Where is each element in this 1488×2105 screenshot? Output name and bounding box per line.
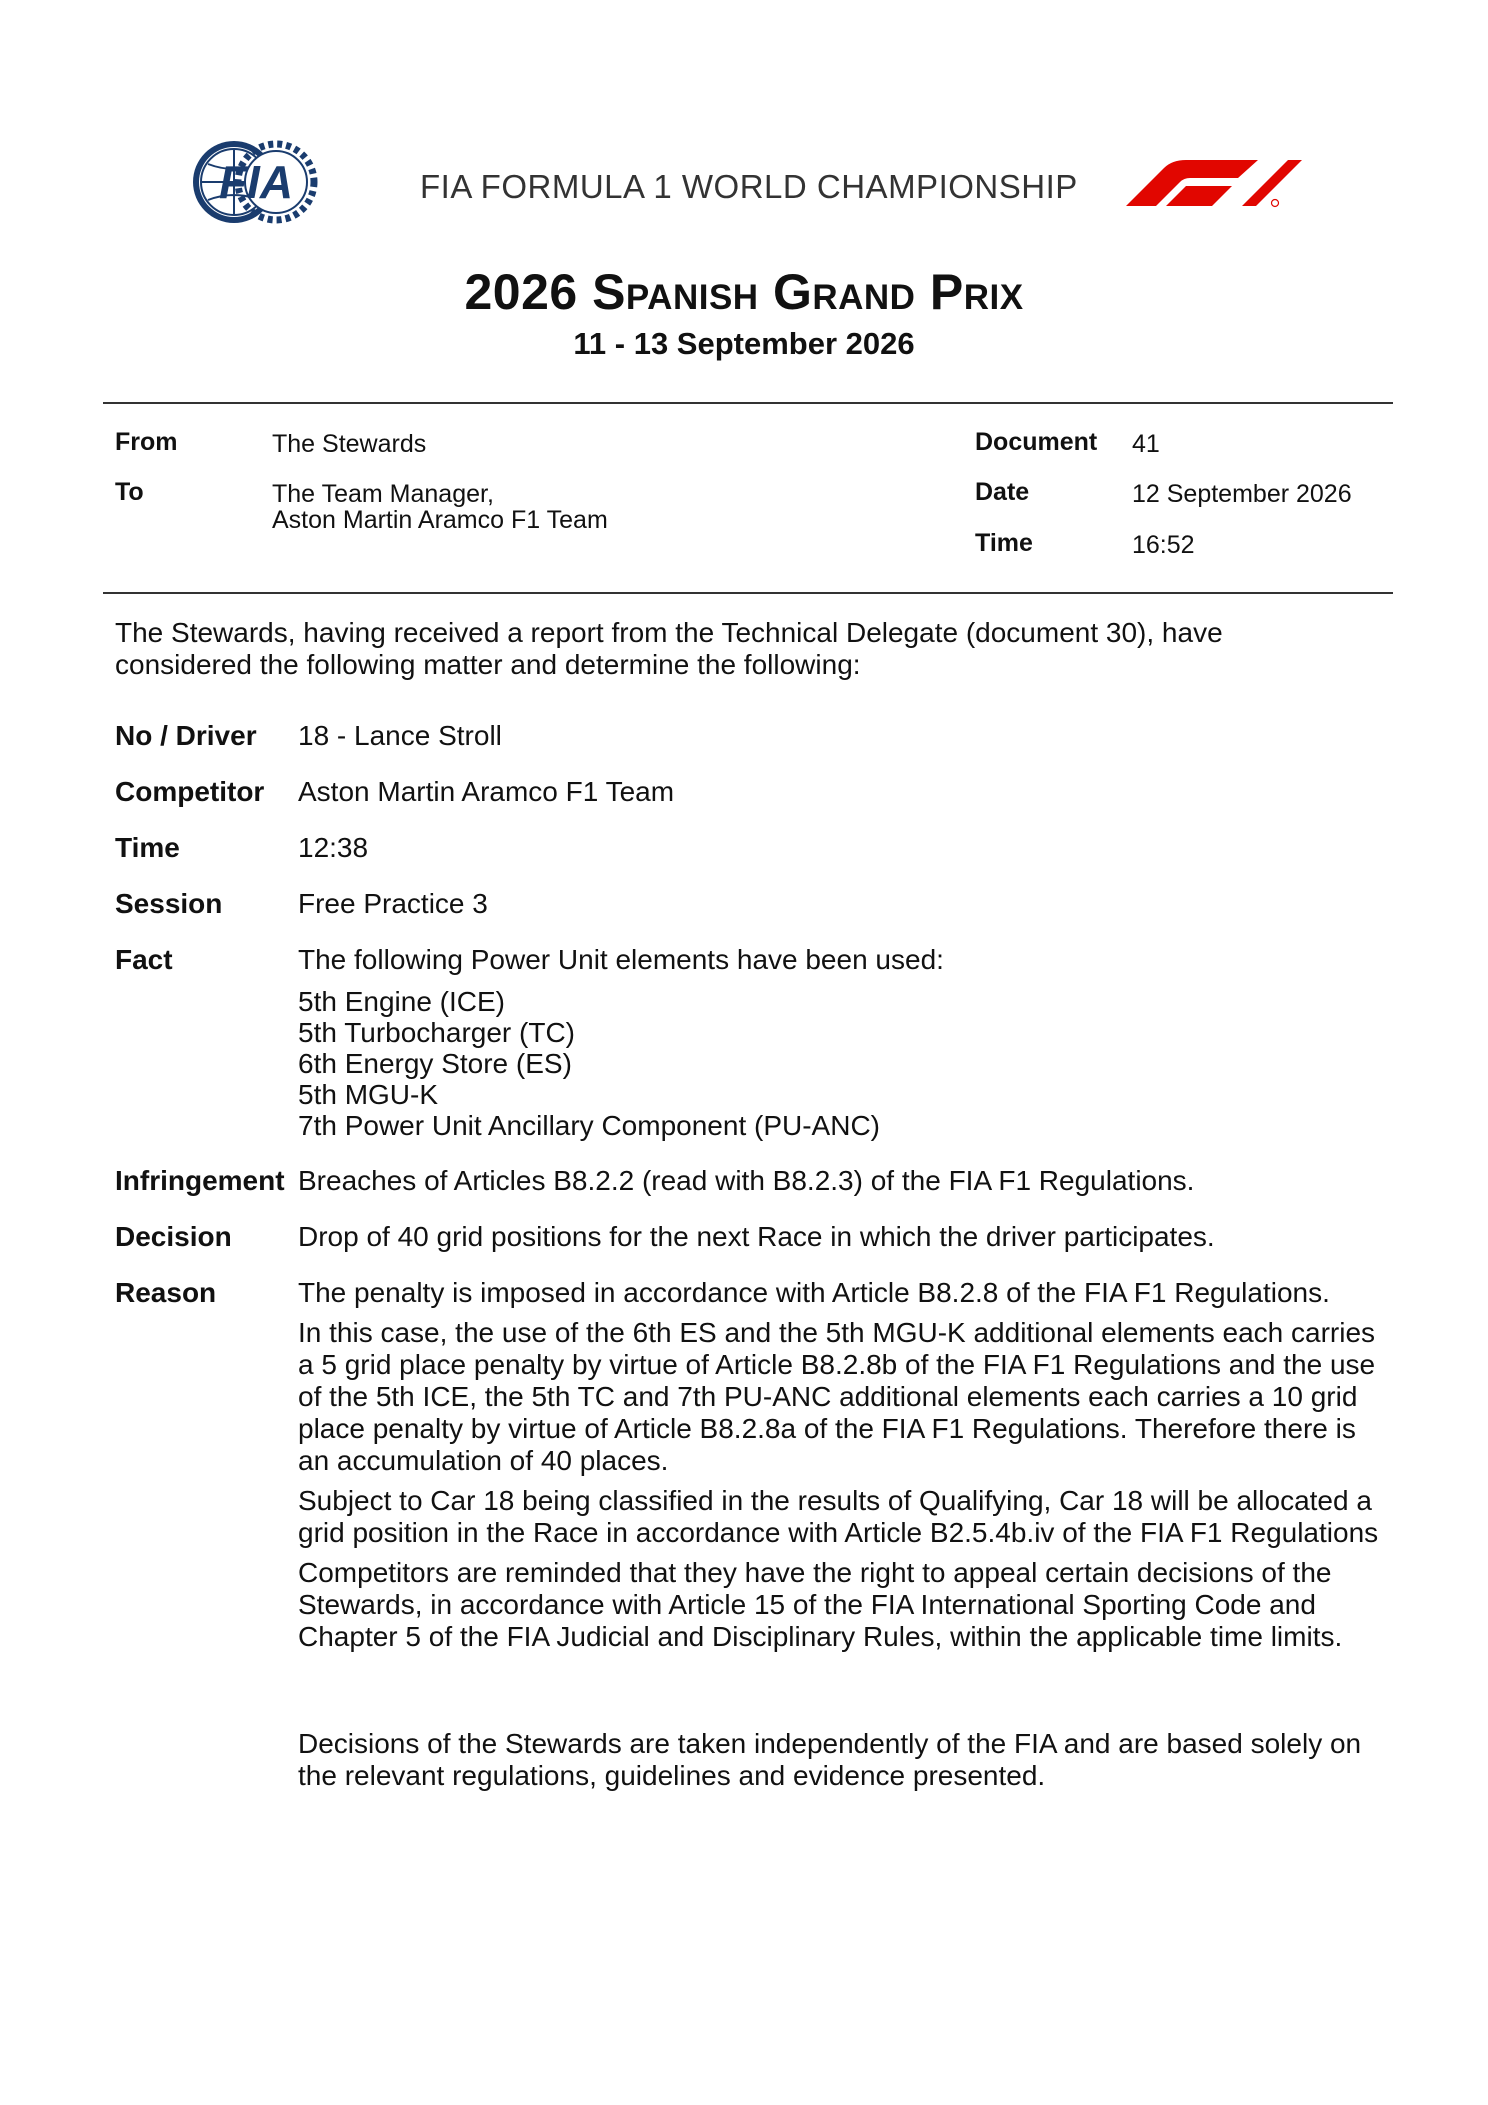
infringement-label: Infringement bbox=[115, 1165, 285, 1196]
row-reason bbox=[115, 1277, 1385, 1661]
session-value: Free Practice 3 bbox=[298, 888, 488, 919]
list-item: 5th Turbocharger (TC) bbox=[298, 1017, 575, 1048]
competitor-label: Competitor bbox=[115, 776, 265, 807]
championship-title: FIA FORMULA 1 WORLD CHAMPIONSHIP bbox=[420, 168, 1078, 205]
list-item: 5th MGU-K bbox=[298, 1079, 439, 1110]
fact-value bbox=[298, 944, 1385, 1141]
row-time bbox=[115, 832, 1385, 864]
time-label: Time bbox=[975, 529, 1033, 557]
to-label: To bbox=[115, 478, 144, 506]
bottom-divider bbox=[103, 592, 1393, 594]
to-line-2: Aston Martin Aramco F1 Team bbox=[272, 506, 608, 534]
row-decision bbox=[115, 1221, 1385, 1253]
document-label: Document bbox=[975, 428, 1098, 456]
date-label: Date bbox=[975, 478, 1030, 506]
fact-label: Fact bbox=[115, 944, 173, 975]
row-competitor bbox=[115, 776, 1385, 808]
memo-meta bbox=[115, 425, 1385, 575]
intro-paragraph: The Stewards, having received a report from the Technical Delegate (document 30), have considered the following matter and determine the following: bbox=[115, 617, 1223, 680]
document-value: 41 bbox=[1132, 430, 1160, 458]
list-item: 6th Energy Store (ES) bbox=[298, 1048, 572, 1079]
time-value: 16:52 bbox=[1132, 531, 1195, 559]
fact-list bbox=[298, 986, 1385, 1141]
event-title: 2026 Spanish Grand Prix bbox=[464, 264, 1024, 320]
reason-paragraph: Competitors are reminded that they have the right to appeal certain decisions of the Stewards, in accordance with Article 15 of the FIA International Sporting Code and Chapter 5 of the FIA Judicial and Disciplinary Rules, within the applicable time limits. bbox=[298, 1557, 1343, 1652]
top-divider bbox=[103, 402, 1393, 404]
date-value: 12 September 2026 bbox=[1132, 480, 1352, 508]
fact-intro: The following Power Unit elements have been used: bbox=[298, 944, 944, 975]
list-item: 5th Engine (ICE) bbox=[298, 986, 505, 1017]
row-fact bbox=[115, 944, 1385, 1141]
closing-statement: Decisions of the Stewards are taken independently of the FIA and are based solely on the relevant regulations, guidelines and evidence presented. bbox=[298, 1728, 1362, 1791]
row-session bbox=[115, 888, 1385, 920]
list-item: 7th Power Unit Ancillary Component (PU-ANC) bbox=[298, 1110, 880, 1141]
decision-label: Decision bbox=[115, 1221, 232, 1252]
reason-value bbox=[298, 1277, 1385, 1661]
reason-paragraph: Subject to Car 18 being classified in the results of Qualifying, Car 18 will be allocated a grid position in the Race in accordance with Article B2.5.4b.iv of the FIA F1 Regulations bbox=[298, 1485, 1379, 1548]
from-value: The Stewards bbox=[272, 430, 427, 458]
reason-paragraph: The penalty is imposed in accordance with Article B8.2.8 of the FIA F1 Regulations. bbox=[298, 1277, 1330, 1308]
driver-label: No / Driver bbox=[115, 720, 257, 751]
document-header bbox=[0, 0, 1488, 240]
event-dates: 11 - 13 September 2026 bbox=[573, 326, 915, 361]
session-label: Session bbox=[115, 888, 223, 919]
competitor-value: Aston Martin Aramco F1 Team bbox=[298, 776, 675, 807]
to-line-1: The Team Manager, bbox=[272, 480, 494, 508]
reason-label: Reason bbox=[115, 1277, 217, 1308]
decision-details bbox=[115, 720, 1385, 1685]
decision-value: Drop of 40 grid positions for the next Race in which the driver participates. bbox=[298, 1221, 1215, 1252]
incident-time-value: 12:38 bbox=[298, 832, 369, 863]
infringement-value: Breaches of Articles B8.2.2 (read with B8.2.3) of the FIA F1 Regulations. bbox=[298, 1165, 1195, 1196]
from-label: From bbox=[115, 428, 178, 456]
row-infringement bbox=[115, 1165, 1385, 1197]
fia-logo-text: FIA bbox=[218, 156, 294, 208]
incident-time-label: Time bbox=[115, 832, 180, 863]
event-heading bbox=[0, 262, 1488, 364]
f1-logo bbox=[1120, 158, 1302, 208]
row-driver bbox=[115, 720, 1385, 752]
fia-logo bbox=[190, 138, 318, 226]
driver-value: 18 - Lance Stroll bbox=[298, 720, 502, 751]
reason-paragraph: In this case, the use of the 6th ES and the 5th MGU-K additional elements each carries a 5 grid place penalty by virtue of Article B8.2.8b of the FIA F1 Regulations and the use of the 5th ICE, the 5th TC and 7th PU-ANC additional elements each carries a 10 grid place penalty by virtue of Article B8.2.8a of the FIA F1 Regulations. Therefore there is an accumulation of 40 places. bbox=[298, 1317, 1376, 1476]
